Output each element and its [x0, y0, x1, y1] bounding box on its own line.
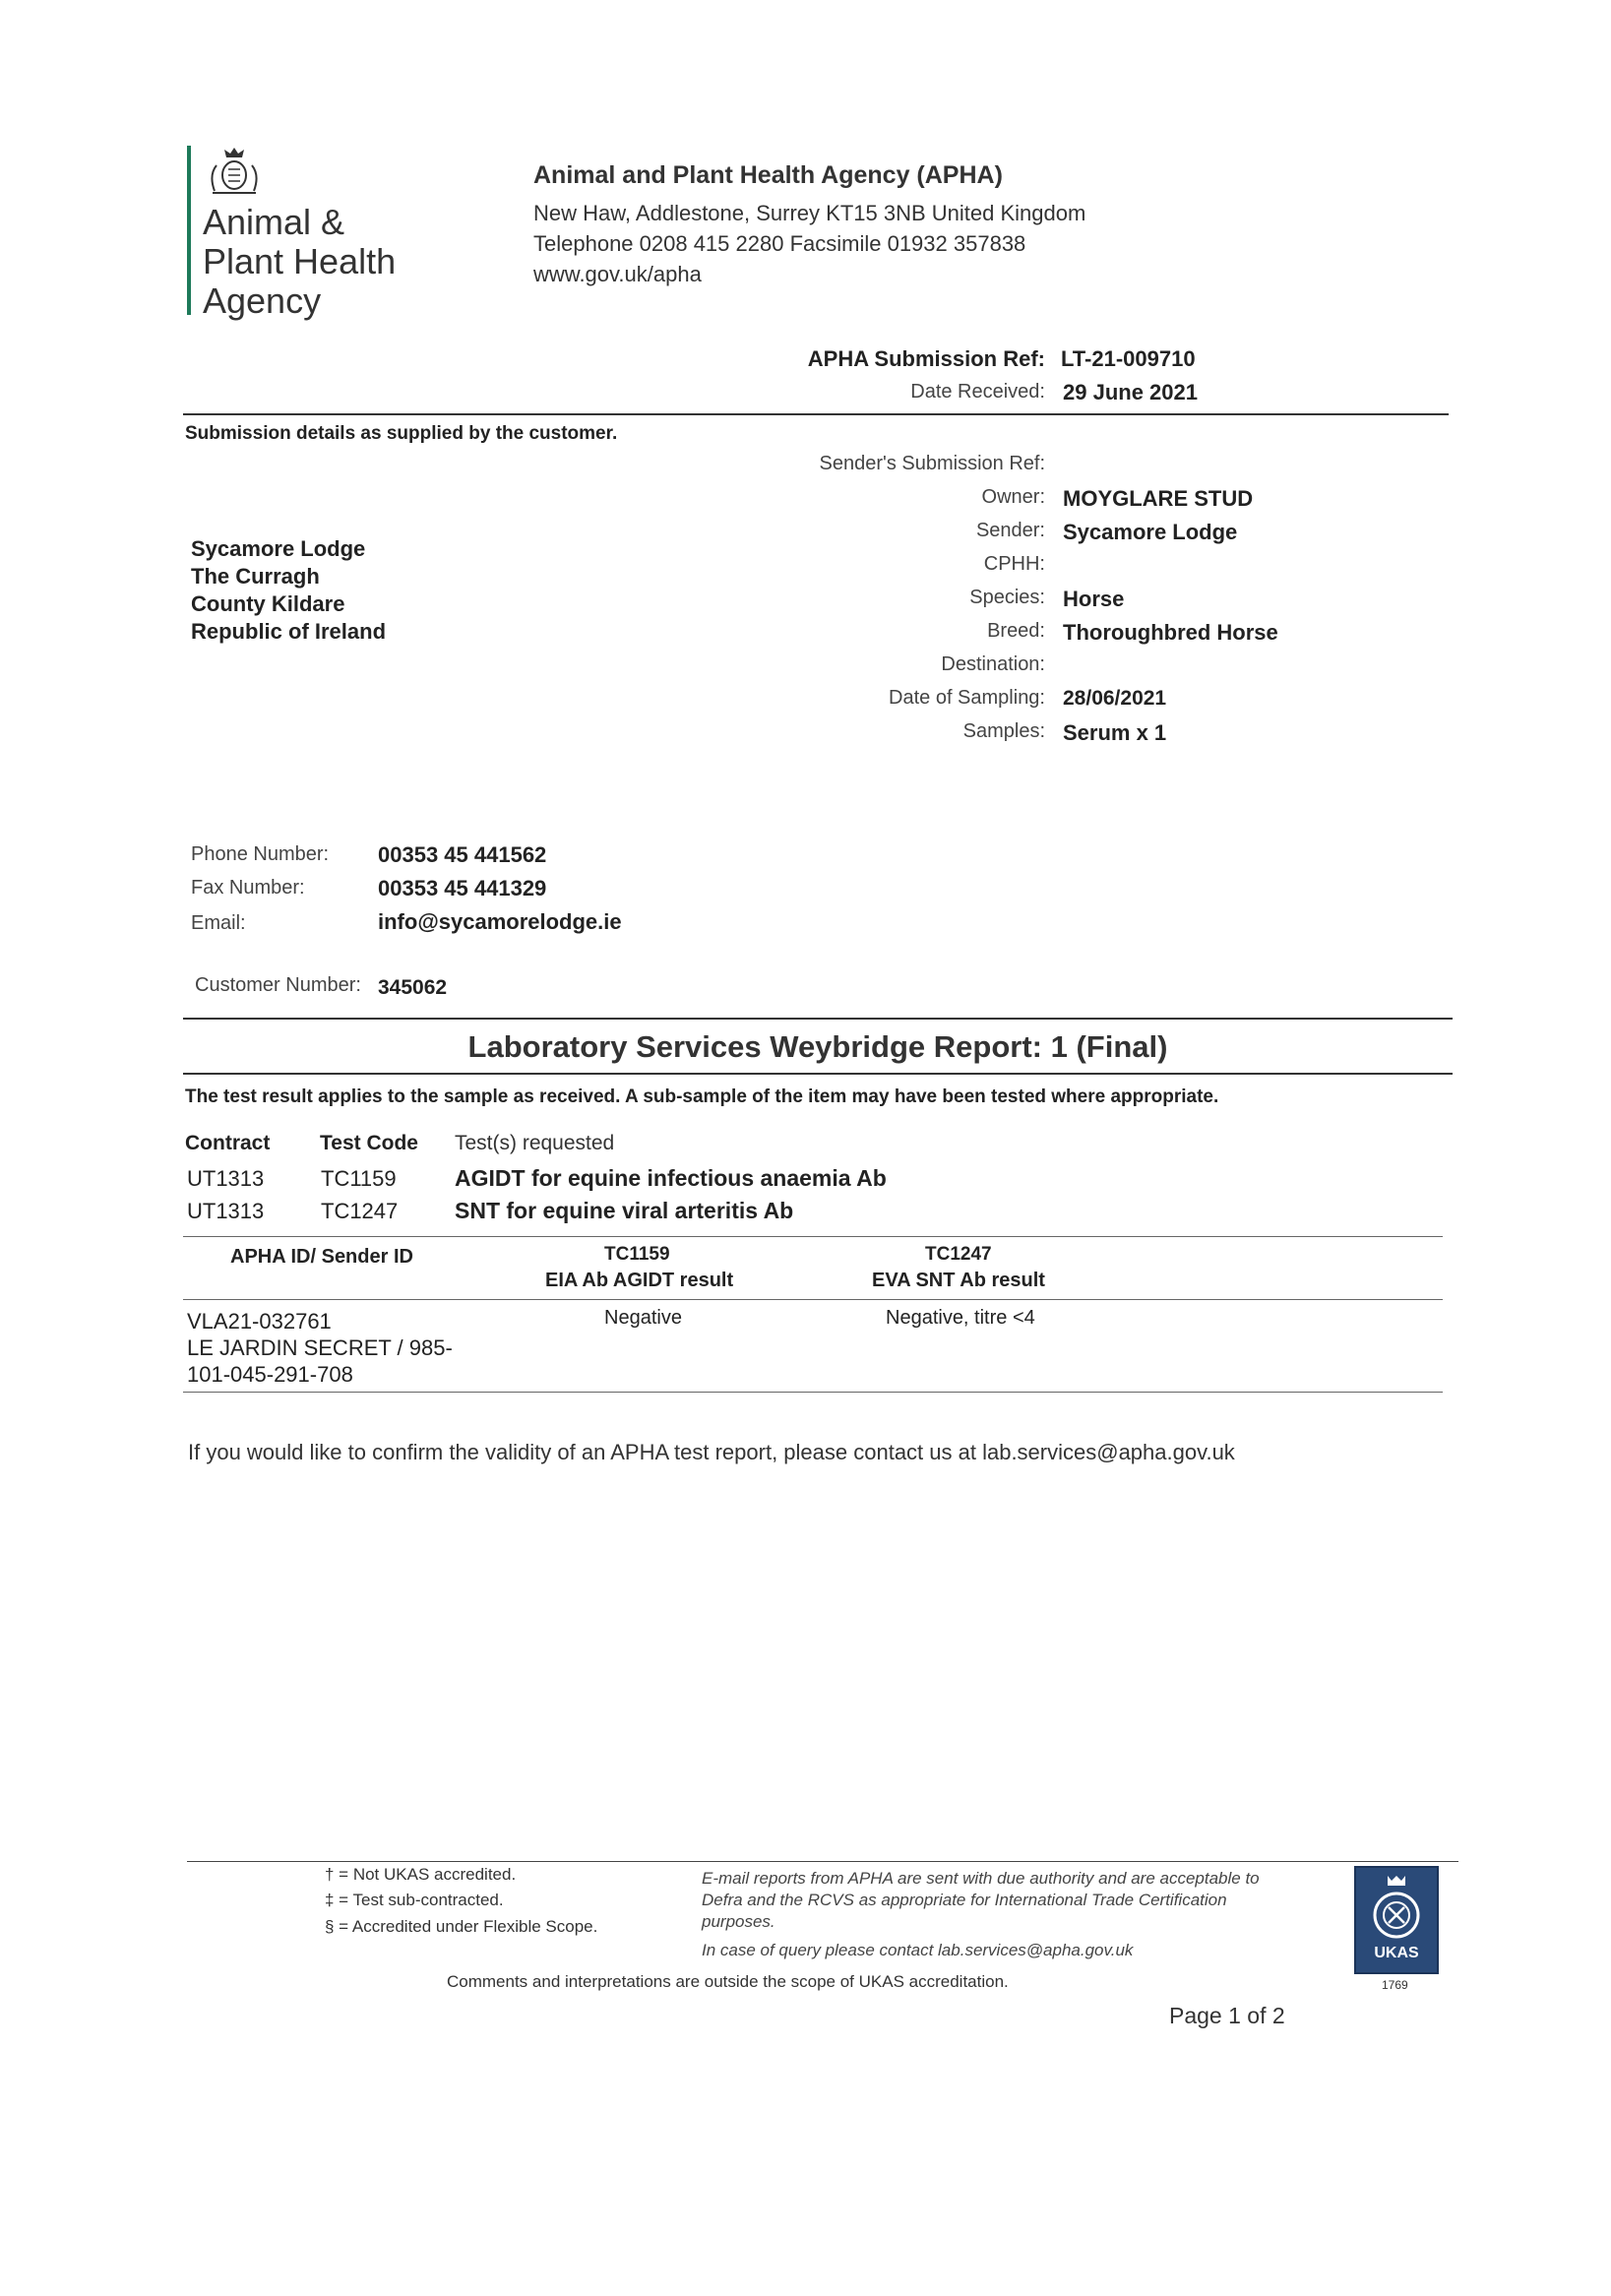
- result-eva: Negative, titre <4: [886, 1307, 1035, 1329]
- agency-phone: Telephone 0208 415 2280 Facsimile 01932 357838: [533, 231, 1026, 256]
- address-line: Republic of Ireland: [191, 619, 387, 644]
- samples-value: Serum x 1: [1063, 720, 1167, 745]
- page-number: Page 1 of 2: [1169, 2003, 1285, 2028]
- tests-header-name: Test(s) requested: [455, 1132, 615, 1154]
- report-title: Laboratory Services Weybridge Report: 1 (Final): [467, 1029, 1168, 1064]
- tests-header-code: Test Code: [320, 1132, 418, 1154]
- ukas-label: UKAS: [1374, 1945, 1419, 1961]
- footer-divider: [187, 1861, 1458, 1862]
- logo-bar: [187, 146, 191, 315]
- agency-address: New Haw, Addlestone, Surrey KT15 3NB United Kingdom: [533, 201, 1086, 225]
- breed-label: Breed:: [987, 620, 1045, 642]
- species-label: Species:: [969, 587, 1045, 608]
- test-code: TC1159: [321, 1166, 397, 1191]
- owner-label: Owner:: [981, 486, 1045, 508]
- customer-number-value: 345062: [378, 976, 448, 999]
- result-id: VLA21-032761: [187, 1309, 332, 1334]
- date-received-label: Date Received:: [910, 381, 1045, 403]
- cphh-label: CPHH:: [983, 553, 1045, 575]
- phone-label: Phone Number:: [191, 843, 330, 865]
- destination-label: Destination:: [941, 653, 1045, 675]
- date-received-value: 29 June 2021: [1063, 380, 1198, 404]
- test-contract: UT1313: [187, 1199, 265, 1223]
- submission-ref-label: APHA Submission Ref:: [807, 346, 1045, 371]
- customer-number-label: Customer Number:: [195, 974, 361, 996]
- fax-label: Fax Number:: [191, 877, 305, 899]
- report-divider-bottom: [183, 1073, 1453, 1075]
- agency-website: www.gov.uk/apha: [533, 262, 702, 286]
- results-header-id: APHA ID/ Sender ID: [230, 1246, 413, 1268]
- report-divider-top: [183, 1018, 1453, 1020]
- email-value: info@sycamorelodge.ie: [378, 909, 622, 934]
- sender-value: Sycamore Lodge: [1063, 520, 1238, 544]
- submission-ref-value: LT-21-009710: [1061, 346, 1196, 371]
- address-line: Sycamore Lodge: [191, 536, 366, 561]
- phone-value: 00353 45 441562: [378, 842, 547, 867]
- legend-item: ‡ = Test sub-contracted.: [325, 1891, 504, 1909]
- results-header-col1-code: TC1159: [604, 1244, 670, 1265]
- fax-value: 00353 45 441329: [378, 876, 547, 900]
- sampling-date-label: Date of Sampling:: [889, 687, 1045, 709]
- sender-label: Sender:: [975, 520, 1045, 541]
- query-note: In case of query please contact lab.services@apha.gov.uk: [702, 1941, 1134, 1959]
- results-divider-top: [183, 1236, 1443, 1237]
- logo-wordmark: Animal & Plant Health Agency: [203, 202, 397, 321]
- test-code: TC1247: [321, 1199, 399, 1223]
- samples-label: Samples:: [962, 720, 1045, 742]
- address-line: The Curragh: [191, 564, 320, 589]
- address-line: County Kildare: [191, 591, 345, 616]
- test-name: SNT for equine viral arteritis Ab: [455, 1198, 794, 1223]
- breed-value: Thoroughbred Horse: [1063, 620, 1278, 645]
- test-contract: UT1313: [187, 1166, 265, 1191]
- result-eia: Negative: [604, 1307, 682, 1329]
- report-note: The test result applies to the sample as received. A sub-sample of the item may have been tested where appropriate.: [185, 1086, 1219, 1107]
- email-label: Email:: [191, 912, 246, 934]
- supplied-note: Submission details as supplied by the customer.: [185, 423, 618, 444]
- ukas-number: 1769: [1382, 1978, 1408, 1992]
- header-divider: [183, 413, 1449, 415]
- email-authority-note: E-mail reports from APHA are sent with due authority and are acceptable to Defra and the RCVS as appropriate for International Trade Certification purposes.: [702, 1869, 1260, 1931]
- species-value: Horse: [1063, 587, 1125, 611]
- validity-note: If you would like to confirm the validity of an APHA test report, please contact us at lab.services@apha.gov.uk: [188, 1440, 1235, 1464]
- sampling-date-value: 28/06/2021: [1063, 687, 1167, 710]
- results-header-col2-code: TC1247: [925, 1244, 992, 1265]
- result-sender-id: LE JARDIN SECRET / 985-: [187, 1335, 453, 1360]
- test-name: AGIDT for equine infectious anaemia Ab: [455, 1165, 887, 1191]
- agency-name: Animal and Plant Health Agency (APHA): [533, 161, 1003, 189]
- ukas-logo: [1354, 1866, 1439, 1974]
- results-header-col2-name: EVA SNT Ab result: [872, 1270, 1045, 1291]
- result-sender-id-cont: 101-045-291-708: [187, 1362, 353, 1387]
- results-divider-bottom: [183, 1392, 1443, 1393]
- tests-header-contract: Contract: [185, 1132, 271, 1154]
- owner-value: MOYGLARE STUD: [1063, 486, 1254, 511]
- ukas-comments-note: Comments and interpretations are outside the scope of UKAS accreditation.: [447, 1972, 1009, 1991]
- royal-crest-icon: [203, 144, 266, 197]
- sender-ref-label: Sender's Submission Ref:: [819, 453, 1045, 474]
- legend-item: § = Accredited under Flexible Scope.: [325, 1917, 598, 1936]
- results-divider-mid: [183, 1299, 1443, 1300]
- results-header-col1-name: EIA Ab AGIDT result: [545, 1270, 734, 1291]
- ukas-crown-icon: [1356, 1868, 1437, 1947]
- legend-item: † = Not UKAS accredited.: [325, 1865, 517, 1884]
